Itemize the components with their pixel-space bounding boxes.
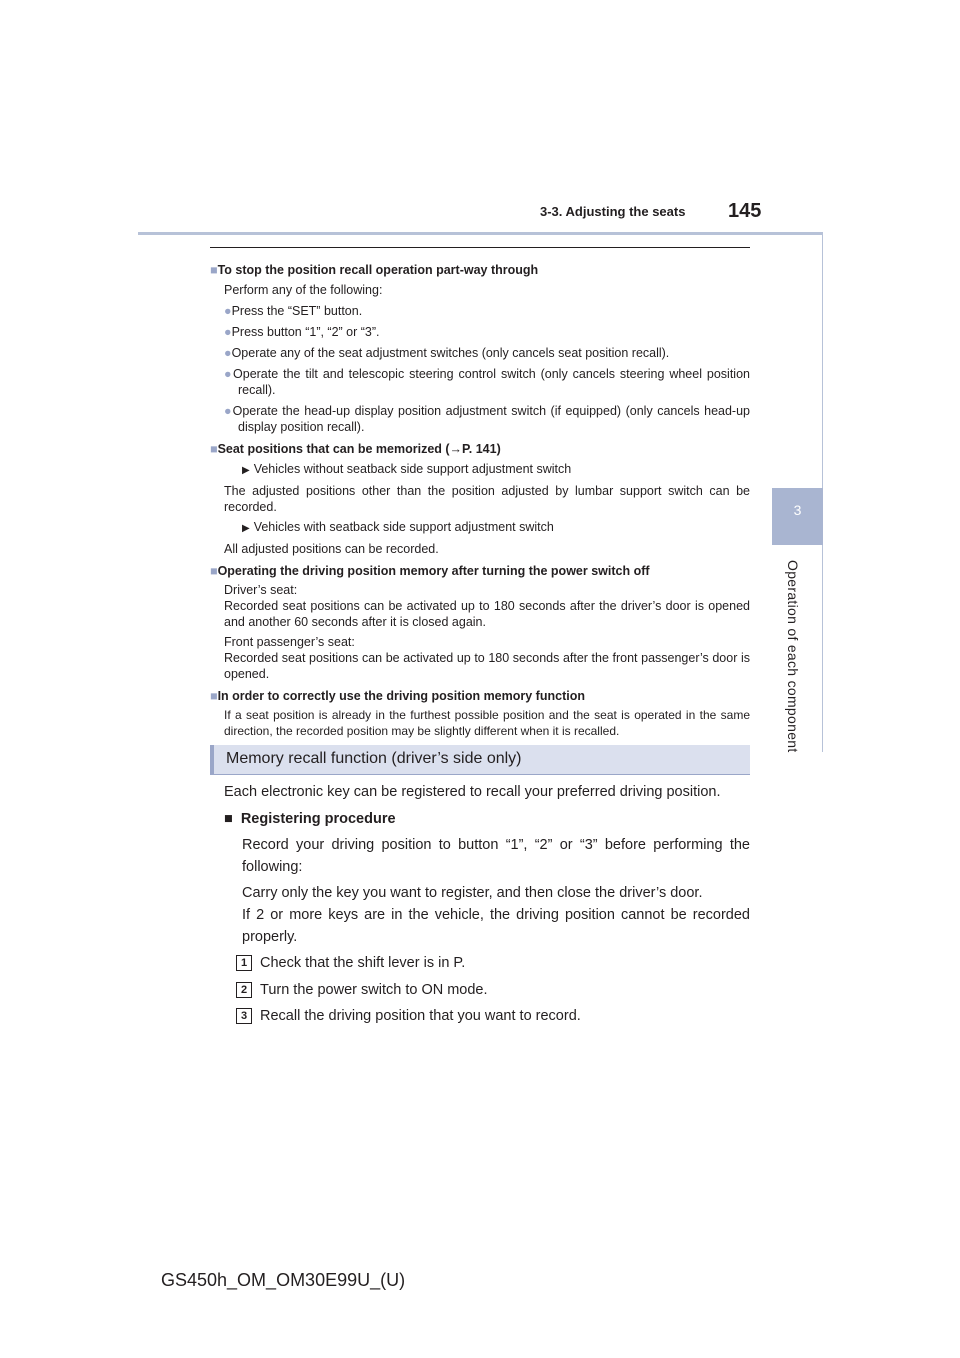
header-rule — [138, 232, 822, 235]
note-heading: ■Seat positions that can be memorized (→P. 141) — [210, 442, 501, 456]
chapter-number: 3 — [793, 502, 802, 518]
square-bullet-icon: ■ — [224, 811, 241, 827]
square-bullet-icon: ■ — [210, 263, 218, 277]
triangle-right-icon: ▶ — [242, 523, 250, 534]
square-bullet-icon: ■ — [210, 564, 218, 578]
step-number: 2 — [236, 982, 252, 998]
case-label: ▶ Vehicles without seatback side support adjustment switch — [242, 462, 572, 476]
body-paragraph: Carry only the key you want to register, and then close the driver’s door. — [242, 885, 703, 901]
note-text: If a seat position is already in the furthest possible position and the seat is operated in the same direction, the recorded position may be slightly different when it is recalled. — [224, 708, 750, 738]
section-heading-bar — [210, 745, 750, 775]
content-rule — [210, 247, 750, 248]
notes-block — [210, 256, 750, 743]
note-text: The adjusted positions other than the position adjusted by lumbar support switch can be recorded. — [224, 484, 750, 514]
chapter-label: Operation of each component — [785, 560, 801, 753]
note-heading: ■To stop the position recall operation part-way through — [210, 263, 539, 277]
body-paragraph: Record your driving position to button “1”, “2” or “3” before performing the following: — [242, 837, 750, 875]
note-text: Front passenger’s seat: — [224, 635, 355, 649]
footer-code: GS450h_OM_OM30E99U_(U) — [161, 1270, 406, 1290]
section-heading: Memory recall function (driver’s side only) — [226, 750, 522, 767]
bullet-icon: ● — [224, 325, 232, 339]
step-text: Recall the driving position that you want to record. — [260, 1008, 581, 1024]
list-item: ●Operate any of the seat adjustment switches (only cancels seat position recall). — [224, 346, 670, 360]
note-heading: ■In order to correctly use the driving position memory function — [210, 689, 585, 703]
list-item: ●Press button “1”, “2” or “3”. — [224, 325, 380, 339]
list-item: ●Operate the tilt and telescopic steering control switch (only cancels steering wheel position recall). — [224, 367, 750, 397]
note-text: Perform any of the following: — [224, 283, 383, 297]
bullet-icon: ● — [224, 304, 232, 318]
body-paragraph: If 2 or more keys are in the vehicle, the driving position cannot be recorded properly. — [242, 907, 750, 945]
case-label: ▶ Vehicles with seatback side support adjustment switch — [242, 520, 554, 534]
note-text: Driver’s seat: — [224, 583, 298, 597]
bullet-icon: ● — [224, 346, 232, 360]
intro-text: Each electronic key can be registered to recall your preferred driving position. — [224, 784, 721, 800]
note-heading: ■Operating the driving position memory after turning the power switch off — [210, 564, 650, 578]
step-number: 3 — [236, 1008, 252, 1024]
triangle-right-icon: ▶ — [242, 465, 250, 476]
bullet-icon: ● — [224, 367, 234, 381]
step-text: Check that the shift lever is in P. — [260, 955, 466, 971]
list-item: ●Press the “SET” button. — [224, 304, 363, 318]
page-number: 145 — [728, 200, 762, 222]
square-bullet-icon: ■ — [210, 442, 218, 456]
step-text: Turn the power switch to ON mode. — [260, 982, 488, 998]
note-text: Recorded seat positions can be activated up to 180 seconds after the driver’s door is opened and another 60 seconds after it is closed again. — [224, 599, 750, 629]
square-bullet-icon: ■ — [210, 689, 218, 703]
sub-heading: ■ Registering procedure — [224, 811, 396, 827]
list-item: ●Operate the head-up display position adjustment switch (if equipped) (only cancels head-up display position recall). — [224, 404, 750, 434]
note-text: All adjusted positions can be recorded. — [224, 542, 439, 556]
note-text: Recorded seat positions can be activated up to 180 seconds after the front passenger’s door is opened. — [224, 651, 750, 681]
step-number: 1 — [236, 955, 252, 971]
bullet-icon: ● — [224, 404, 233, 418]
section-title: 3-3. Adjusting the seats — [540, 204, 686, 219]
